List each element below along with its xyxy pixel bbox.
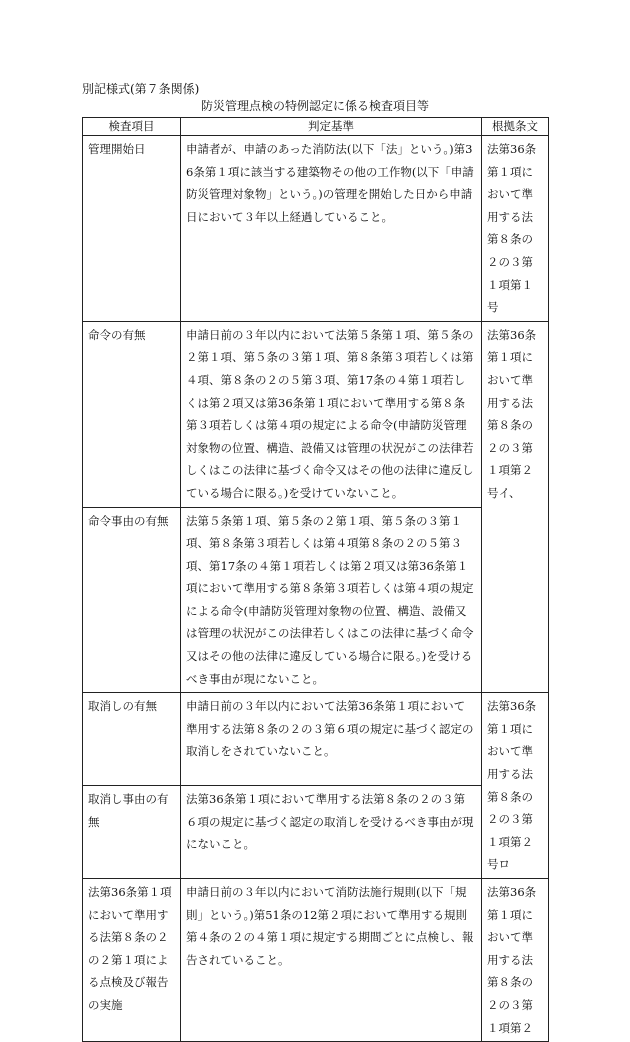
table-row xyxy=(83,786,549,879)
document-title: 防災管理点検の特例認定に係る検査項目等 xyxy=(200,99,429,113)
table-row xyxy=(83,321,549,507)
column-header-criterion: 判定基準 xyxy=(181,118,482,136)
basis-cell: 法第36条第１項において準用する法第８条の２の３第１項第１号 xyxy=(482,136,549,322)
inspection-items-table xyxy=(82,117,549,1042)
basis-cell: 法第36条第１項において準用する法第８条の２の３第１項第２ xyxy=(482,879,549,1042)
form-reference-heading: 別記様式(第７条関係) xyxy=(82,82,200,96)
criterion-cell: 申請日前の３年以内において消防法施行規則(以下「規則」という。)第51条の12第２項において準用する規則第４条の２の４第１項に規定する期間ごとに点検し、報告されていること。 xyxy=(181,879,482,1042)
item-cell: 取消しの有無 xyxy=(83,693,181,786)
criterion-cell: 申請者が、申請のあった消防法(以下「法」という。)第36条第１項に該当する建築物その他の工作物(以下「申請防災管理対象物」という。)の管理を開始した日から申請日において３年以上経過していること。 xyxy=(181,136,482,322)
basis-cell: 法第36条第１項において準用する法第８条の２の３第１項第２号イ、 xyxy=(482,321,549,693)
item-cell: 命令事由の有無 xyxy=(83,507,181,693)
table-row xyxy=(83,136,549,322)
criterion-cell: 法第５条第１項、第５条の２第１項、第５条の３第１項、第８条第３項若しくは第４項第８条の２の５第３項、第17条の４第１項若しくは第２項又は第36条第１項において準用する第８条第３項若しくは第４項の規定による命令(申請防災管理対象物の位置、構造、設備又は管理の状況がこの法律若しくはこの法律に基づく命令又はその他の法律に違反している場合に限る。)を受けるべき事由が現にないこと。 xyxy=(181,507,482,693)
criterion-cell: 申請日前の３年以内において法第36条第１項において準用する法第８条の２の３第６項の規定に基づく認定の取消しをされていないこと。 xyxy=(181,693,482,786)
basis-cell: 法第36条第１項において準用する法第８条の２の３第１項第２号ロ xyxy=(482,693,549,879)
item-cell: 管理開始日 xyxy=(83,136,181,322)
table-row xyxy=(83,507,549,693)
item-cell: 取消し事由の有無 xyxy=(83,786,181,879)
column-header-item: 検査項目 xyxy=(83,118,181,136)
item-cell: 法第36条第１項において準用する法第８条の２の２第１項による点検及び報告の実施 xyxy=(83,879,181,1042)
item-cell: 命令の有無 xyxy=(83,321,181,507)
table-row xyxy=(83,693,549,786)
table-header-row xyxy=(83,118,549,136)
column-header-basis: 根拠条文 xyxy=(482,118,549,136)
criterion-cell: 申請日前の３年以内において法第５条第１項、第５条の２第１項、第５条の３第１項、第８条第３項若しくは第４項、第８条の２の５第３項、第17条の４第１項若しくは第２項又は第36条第１項において準用する第８条第３項若しくは第４項の規定による命令(申請防災管理対象物の位置、構造、設備又は管理の状況がこの法律若しくはこの法律に基づく命令又はその他の法律に違反している場合に限る。)を受けていないこと。 xyxy=(181,321,482,507)
criterion-cell: 法第36条第１項において準用する法第８条の２の３第６項の規定に基づく認定の取消しを受けるべき事由が現にないこと。 xyxy=(181,786,482,879)
